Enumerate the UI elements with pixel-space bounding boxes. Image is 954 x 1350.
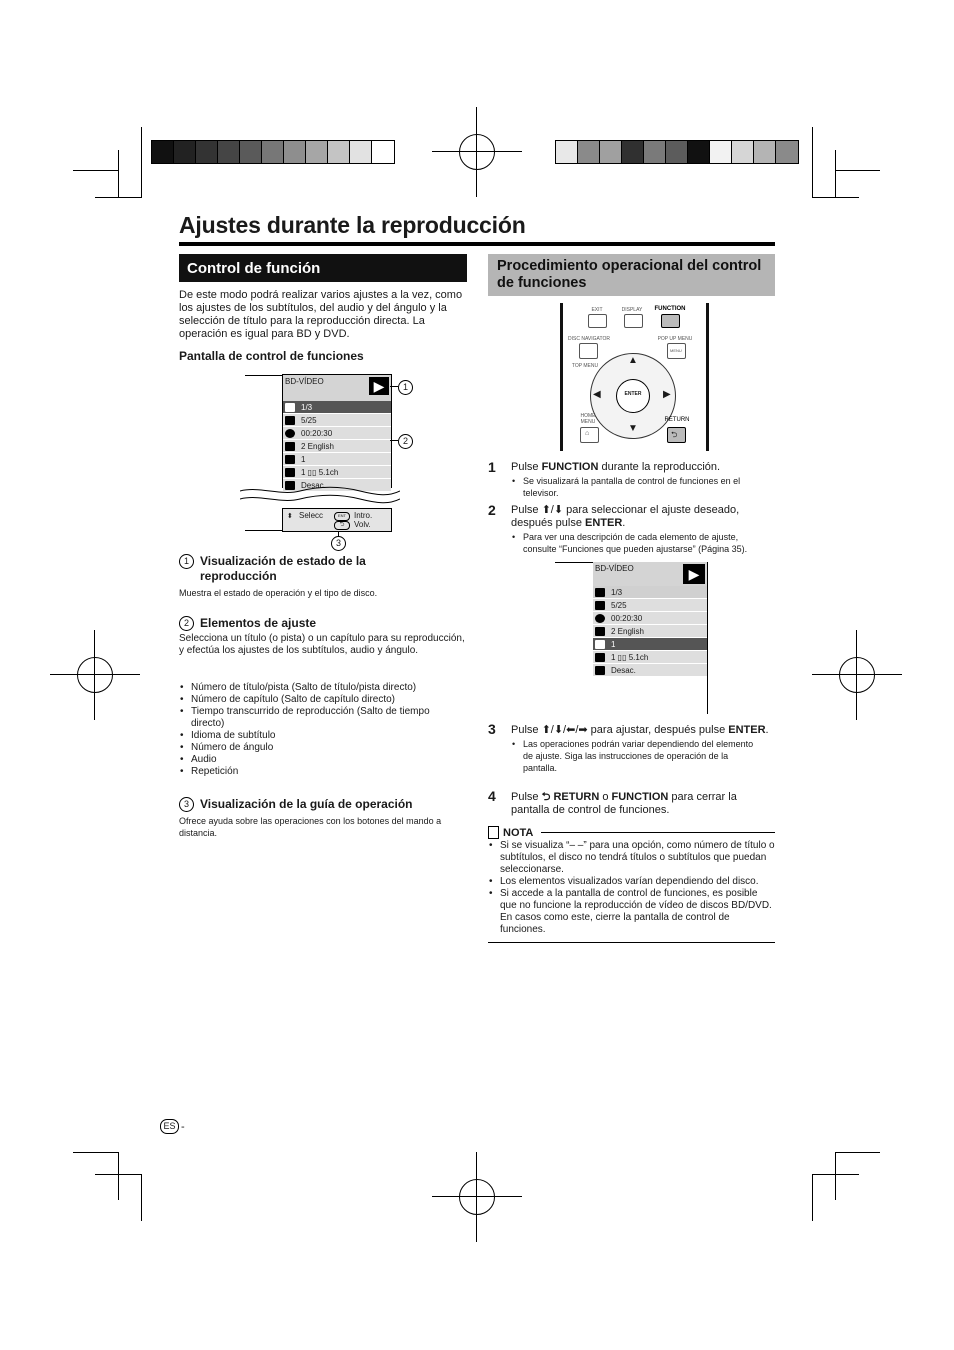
title-icon — [285, 403, 295, 412]
label — [595, 653, 605, 662]
adjust-items-list — [179, 682, 465, 778]
label: 00:20:30 — [611, 613, 643, 623]
label: DISC NAVIGATOR — [568, 336, 610, 342]
menu-label: MENU — [670, 348, 682, 353]
label — [595, 614, 605, 623]
step-2-number: 2 — [488, 502, 496, 518]
note-icon — [488, 826, 499, 839]
callout-1: 1 — [398, 379, 419, 397]
label: 5/25 — [611, 600, 627, 610]
note-item: • Si accede a la pantalla de control de funciones, es posible que no funcione la reproducción de vídeo de discos BD/DVD. En casos como este, cierre la pantalla de control de funciones. — [488, 888, 775, 936]
play-icon-2: ▶ — [683, 564, 705, 584]
osd-guide — [282, 508, 392, 532]
footer-language-badge: ES - — [160, 1119, 185, 1134]
label: 1/3 — [611, 587, 623, 597]
osd-header: BD-VÍDEO — [285, 377, 324, 386]
home-menu-button — [580, 427, 599, 443]
arrow-up-icon: ▲ — [628, 355, 638, 366]
enter-key-icon: ENT — [334, 512, 350, 521]
registration-mark-top — [432, 107, 522, 197]
subtitle-icon — [285, 442, 295, 451]
color-swatch — [240, 141, 262, 163]
color-swatch — [174, 141, 196, 163]
label — [593, 599, 707, 612]
color-swatch — [732, 141, 754, 163]
function-button — [661, 314, 680, 328]
osd-row-title — [283, 401, 391, 414]
break-waves — [240, 486, 400, 508]
callout-3: 3 — [331, 535, 352, 553]
label: 1 — [611, 639, 616, 649]
step-2: Pulse ⬆/⬇ para seleccionar el ajuste deseado, después pulse ENTER. • Para ver una descripción de cada elemento de ajuste, consulte “Funciones que pueden ajustarse” (Página 35). — [511, 504, 773, 555]
label: 2 English — [611, 626, 644, 636]
item-3-desc: Ofrece ayuda sobre las operaciones con los botones del mando a distancia. — [179, 816, 442, 838]
label — [593, 664, 707, 677]
guide-enter: Intro. — [354, 511, 373, 520]
step-1-number: 1 — [488, 459, 496, 475]
updown-icon: ⬍ — [287, 513, 293, 520]
list-item: • Número de título/pista (Salto de título/pista directo) — [179, 682, 465, 694]
label: RETURN — [664, 417, 690, 423]
item-2-title: Elementos de ajuste — [200, 616, 317, 630]
label — [593, 638, 707, 651]
label: 2 English — [301, 441, 334, 451]
item-3: 3 Visualización de la guía de operación Ofrece ayuda sobre las operaciones con los botones del mando a distancia. — [179, 797, 465, 839]
item-2-desc: Selecciona un título (o pista) o un capítulo para su reproducción, y efectúa los ajustes de los subtítulos, audio y ángulo. — [179, 633, 465, 656]
color-swatch — [284, 141, 306, 163]
label: 1/3 — [301, 402, 313, 412]
section-title-control: Control de función — [179, 254, 467, 282]
label: 1 ▯▯ 5.1ch — [611, 652, 649, 662]
disc-navigator-button — [579, 343, 598, 359]
label — [595, 588, 605, 597]
color-swatch — [372, 141, 394, 163]
return-icon: ⮌ — [671, 430, 678, 439]
label — [593, 612, 707, 625]
color-swatch — [600, 141, 622, 163]
osd-screen — [282, 374, 392, 488]
color-swatch — [218, 141, 240, 163]
item-3-title: Visualización de la guía de operación — [200, 797, 413, 811]
play-icon: ▶ — [369, 377, 389, 395]
color-swatch — [262, 141, 284, 163]
callout-2: 2 — [398, 433, 419, 451]
exit-button — [588, 314, 607, 328]
color-swatch — [776, 141, 798, 163]
item-1-title: Visualización de estado de la reproducción — [200, 554, 366, 583]
label: 1 — [301, 454, 306, 464]
list-item: • Número de ángulo — [179, 742, 465, 754]
label: TOP MENU — [571, 363, 599, 369]
return-key-icon: ⮌ — [334, 521, 350, 530]
label: ENTER — [624, 391, 642, 397]
list-item: • Audio — [179, 754, 465, 766]
color-swatch — [328, 141, 350, 163]
label: Desac. — [301, 480, 326, 490]
osd-row-angle — [283, 453, 391, 466]
label — [595, 640, 605, 649]
osd-row-subtitle — [283, 440, 391, 453]
section-title-procedure: Procedimiento operacional del control de funciones — [488, 254, 775, 296]
remote-illustration — [560, 303, 709, 451]
label — [595, 601, 605, 610]
color-swatch — [754, 141, 776, 163]
label: EXIT — [591, 307, 603, 313]
guide-select: Selecc — [299, 511, 324, 520]
list-item: • Tiempo transcurrido de reproducción (Salto de tiempo directo) — [179, 706, 465, 730]
intro-text: De este modo podrá realizar varios ajustes a la vez, como los ajustes de los subtítulos, del audio y del ángulo y la selección de título para la reproducción directa. La operación es igual para BD y DVD. — [179, 289, 463, 340]
list-item: • Número de capítulo (Salto de capítulo directo) — [179, 694, 465, 706]
label: HOME MENU — [580, 413, 596, 425]
label — [595, 666, 605, 675]
label: DISPLAY — [621, 307, 643, 313]
label — [595, 627, 605, 636]
color-swatch — [152, 141, 174, 163]
item-1-desc: Muestra el estado de operación y el tipo de disco. — [179, 588, 378, 598]
note-title: NOTA — [503, 826, 534, 839]
guide-back: Volv. — [354, 520, 371, 529]
registration-mark-bottom — [432, 1152, 522, 1242]
color-swatch — [710, 141, 732, 163]
note-item: • Si se visualiza “– –” para una opción, como número de título o subtítulos, el disco no tendrá títulos o subtítulos que puedan seleccionarse. — [488, 840, 775, 876]
audio-icon — [285, 468, 295, 477]
home-icon: ⌂ — [585, 430, 590, 437]
color-swatch — [666, 141, 688, 163]
clock-icon — [285, 429, 295, 438]
screen-heading: Pantalla de control de funciones — [179, 349, 364, 363]
note-box — [488, 826, 775, 943]
osd-row-time — [283, 427, 391, 440]
color-swatch — [644, 141, 666, 163]
arrow-down-icon: ▼ — [628, 423, 638, 434]
label: Desac. — [611, 665, 636, 675]
label: FUNCTION — [654, 306, 686, 312]
title-rule — [179, 242, 775, 246]
label: POP UP MENU — [657, 336, 693, 342]
registration-mark-right — [812, 630, 902, 720]
color-bar-right — [555, 140, 799, 164]
color-swatch — [306, 141, 328, 163]
color-swatch — [578, 141, 600, 163]
osd-screen-2: BD-VÍDEO ▶ 1/3 5/25 00:20:30 2 English 1 1 ▯▯ 5.1ch Desac. — [593, 562, 707, 677]
angle-icon — [285, 455, 295, 464]
step-4: Pulse ⮌ RETURN o FUNCTION para cerrar la pantalla de control de funciones. — [511, 791, 737, 816]
item-1: 1 Visualización de estado de la reproducción Muestra el estado de operación y el tipo de disco. — [179, 554, 465, 599]
label: 1 ▯▯ 5.1ch — [301, 467, 339, 477]
item-2: 2 Elementos de ajuste Selecciona un título (o pista) o un capítulo para su reproducción, y efectúa los ajustes de los subtítulos, audio y ángulo. — [179, 616, 465, 656]
label: 00:20:30 — [301, 428, 333, 438]
registration-mark-left — [50, 630, 140, 720]
step-1: Pulse FUNCTION durante la reproducción. • Se visualizará la pantalla de control de funciones en el televisor. — [511, 461, 773, 499]
label — [593, 651, 707, 664]
label: 5/25 — [301, 415, 317, 425]
step-3-number: 3 — [488, 721, 496, 737]
step-3: Pulse ⬆/⬇/⬅/➡ para ajustar, después pulse ENTER. • Las operaciones podrán variar dependiendo del elemento de ajuste. Siga las instrucciones de operación de la pantalla. — [511, 724, 773, 774]
page-title: Ajustes durante la reproducción — [179, 212, 526, 238]
step-4-number: 4 — [488, 788, 496, 804]
color-swatch — [622, 141, 644, 163]
label — [593, 625, 707, 638]
chapter-icon — [285, 416, 295, 425]
osd-row-chapter — [283, 414, 391, 427]
color-swatch — [688, 141, 710, 163]
color-swatch — [350, 141, 372, 163]
note-item: • Los elementos visualizados varían dependiendo del disco. — [488, 876, 775, 888]
arrow-left-icon: ◀ — [593, 389, 601, 400]
color-swatch — [196, 141, 218, 163]
osd-row-audio — [283, 466, 391, 479]
color-bar-left — [151, 140, 395, 164]
display-button — [624, 314, 643, 328]
label — [593, 586, 707, 599]
list-item: • Idioma de subtítulo — [179, 730, 465, 742]
dpad — [590, 353, 676, 439]
arrow-right-icon: ▶ — [663, 389, 671, 400]
color-swatch — [556, 141, 578, 163]
list-item: • Repetición — [179, 766, 465, 778]
